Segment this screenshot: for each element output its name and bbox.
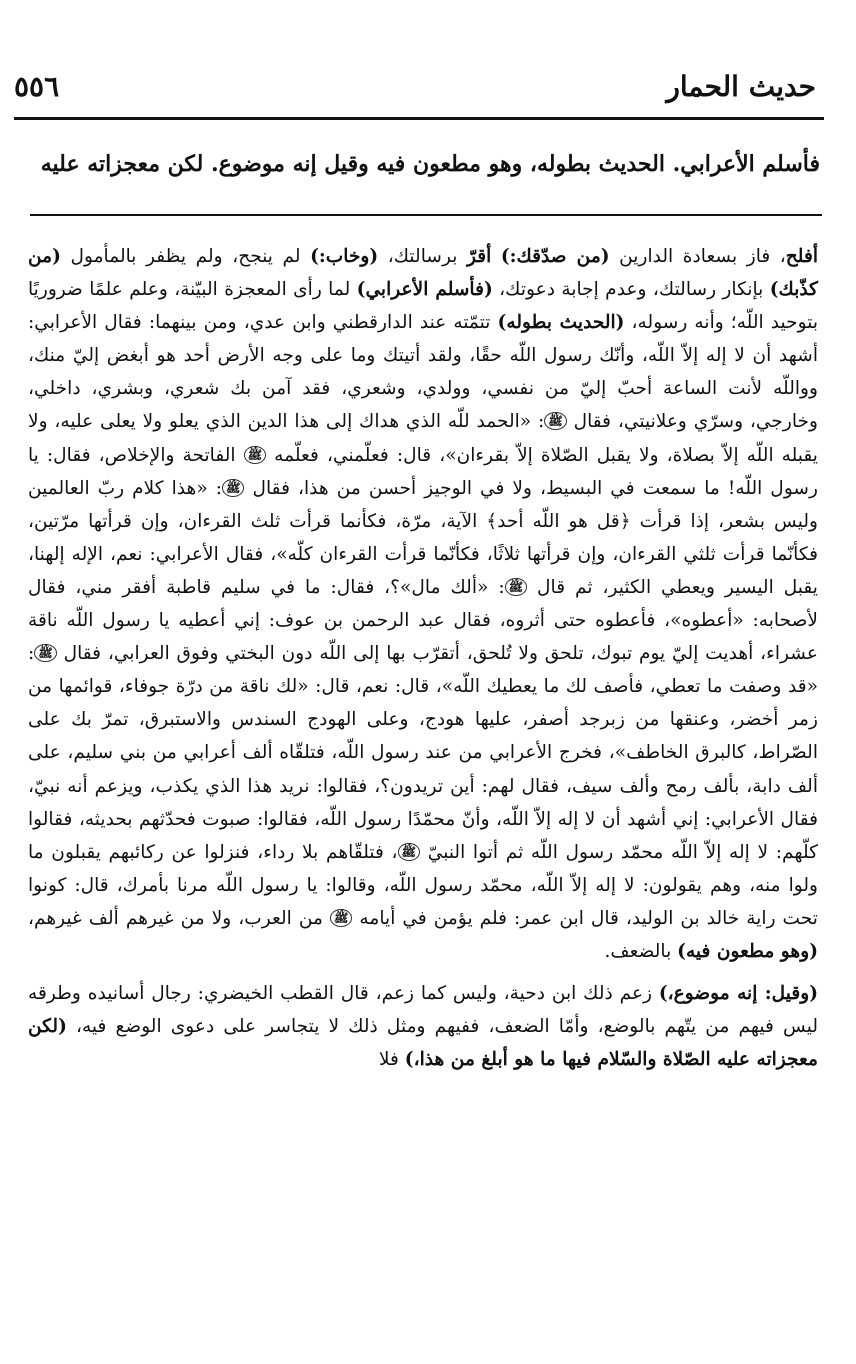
keyword: (الحديث بطوله) — [497, 312, 625, 334]
commentary-text: ، فتلقّاهم بلا رداء، فنزلوا عن ركائبهم يقبلون ما ولوا منه، وهم يقولون: لا إله إلاّ اللّه، محمّد رسول اللّه، وقالوا: يا رسول اللّه مرنا بأمرك، قال: كونوا تحت راية خالد بن الوليد، قال ابن عمر: فلم يؤمن في أيامه — [28, 841, 818, 929]
commentary-text: لم ينجح، ولم يظفر بالمأمول — [60, 246, 311, 267]
commentary-text: ، فاز بسعادة الدارين — [619, 246, 786, 267]
keyword: (من صدّقك:) — [500, 246, 610, 267]
keyword: أقرّ — [466, 246, 492, 267]
salutation-icon: ﷺ — [222, 479, 245, 497]
commentary-text: برسالتك، — [378, 246, 467, 267]
keyword: (وقيل: إنه موضوع،) — [658, 983, 818, 1005]
commentary-text: بإنكار رسالتك، وعدم إجابة دعوتك، — [492, 279, 770, 301]
salutation-icon: ﷺ — [34, 644, 57, 662]
keyword: (لكن معجزاته عليه الصّلاة والسّلام فيها ما هو أبلغ من هذا،) — [28, 1016, 818, 1071]
commentary-text: : «الحمد للّه الذي هداك إلى هذا الدين الذي يعلو ولا يعلى عليه، ولا يقبله اللّه إلاّ بصلاة، ولا يقبل الصّلاة إلاّ بقرءان»، قال: فعلّمني، فعلّمه — [28, 411, 818, 466]
keyword: (وهو مطعون فيه) — [677, 940, 818, 962]
salutation-icon: ﷺ — [330, 909, 353, 927]
commentary-text: : «ألك مال»؟، فقال: ما في سليم قاطبة أفقر مني، فقال لأصحابه: «أعطوه»، فأعطوه حتى أثروه، فقال عبد الرحمن بن عوف: إني أعطيه يا رسول اللّه ناقة عشراء، أهديت إليّ يوم تبوك، تلحق ولا تُلحق، أتقرّب بها إلى اللّه دون البختي وفوق العرابي، فقال — [28, 576, 818, 665]
main-text: فأسلم الأعرابي. الحديث بطوله، وهو مطعون فيه وقيل إنه موضوع. لكن معجزاته عليه — [40, 151, 820, 177]
commentary-text: تتمّته عند الدارقطني وابن عدي، ومن بينهما: فقال الأعرابي: أشهد أن لا إله إلاّ اللّه، وأنّك رسول اللّه حقًا، ولقد أتيتك وما على وجه الأرض أحد هو أبغض إليّ منك، وواللّه لأنت الساعة أحبّ إليّ من نفسي، وولدي، وشعري، فقد آمن بك شعري، وبشري، داخلي، وخارجي، وسرّي وعلانيتي، فقال — [28, 312, 818, 433]
commentary-paragraph-2 — [28, 977, 818, 1076]
keyword: (وخاب:) — [310, 246, 379, 267]
keyword: أفلح — [785, 246, 819, 267]
salutation-icon: ﷺ — [505, 578, 528, 596]
commentary-text: الفاتحة والإخلاص، فقال: يا رسول اللّه! ما سمعت في البسيط، ولا في الوجيز أحسن من هذا، فقال — [28, 444, 818, 499]
commentary-text: بالضعف. — [604, 940, 678, 962]
commentary-text: : «هذا كلام ربّ العالمين وليس بشعر، إذا قرأت ﴿قل هو اللّه أحد﴾ الآية، مرّة، فكأنما قرأت ثلث القرءان، وإن قرأتها مرّتين، فكأنّما قرأت ثلثي القرءان، وإن قرأتها ثلاثًا، فكأنّما قرأت القرءان كلّه»، فقال الأعرابي: نعم، الإله إلهنا، يقبل اليسير ويعطي الكثير، ثم قال — [28, 477, 818, 598]
separator-rule — [30, 214, 822, 216]
salutation-icon: ﷺ — [398, 843, 421, 861]
salutation-icon: ﷺ — [244, 446, 267, 464]
commentary-text: فلا — [378, 1049, 405, 1071]
commentary-text: زعم ذلك ابن دحية، وليس كما زعم، قال القطب الخيضري: رجال أسانيده وطرقه ليس فيهم من يتّهم بالوضع، وأمّا الضعف، ففيهم ومثل ذلك لا يتجاسر على دعوى الوضع فيه، — [28, 983, 818, 1038]
keyword: (من كذّبك) — [28, 246, 818, 301]
commentary-paragraph-1 — [28, 240, 818, 968]
commentary-text: : «قد وصفت ما تعطي، فأصف لك ما يعطيك اللّه»، قال: نعم، قال: «لك ناقة من درّة جوفاء، قوائمها من زمر أخضر، وعنقها من زبرجد أصفر، عليها هودج، وعلى الهودج السندس والاستبرق، تمرّ بك على الصّراط، كالبرق الخاطف»، فخرج الأعرابي من عند رسول اللّه، فتلقّاه ألف أعرابي من بني سليم، على ألف دابة، بألف رمح وألف سيف، فقال لهم: أين تريدون؟، فقالوا: نريد هذا الذي يكذب، ويزعم أنه نبيّ، فقال الأعرابي: إني أشهد أن لا إله إلاّ اللّه، وأنّ محمّدًا رسول اللّه، فقالوا: صبوت فحدّثهم بحديثه، فقالوا كلّهم: لا إله إلاّ اللّه محمّد رسول اللّه ثم أتوا النبيّ — [28, 643, 818, 863]
page-number: ٥٥٦ — [14, 70, 60, 103]
commentary — [28, 240, 818, 1076]
header-rule — [14, 117, 824, 120]
commentary-text: من العرب، ولا من غيرهم ألف غيرهم، — [28, 907, 330, 929]
salutation-icon: ﷺ — [544, 412, 567, 430]
keyword: (فأسلم الأعرابي) — [356, 279, 493, 301]
running-title: حديث الحمار — [666, 70, 816, 103]
commentary-text: لما رأى المعجزة البيّنة، وعلم علمًا ضروريًا بتوحيد اللّه؛ وأنه رسوله، — [28, 279, 818, 334]
page-header — [14, 70, 816, 103]
